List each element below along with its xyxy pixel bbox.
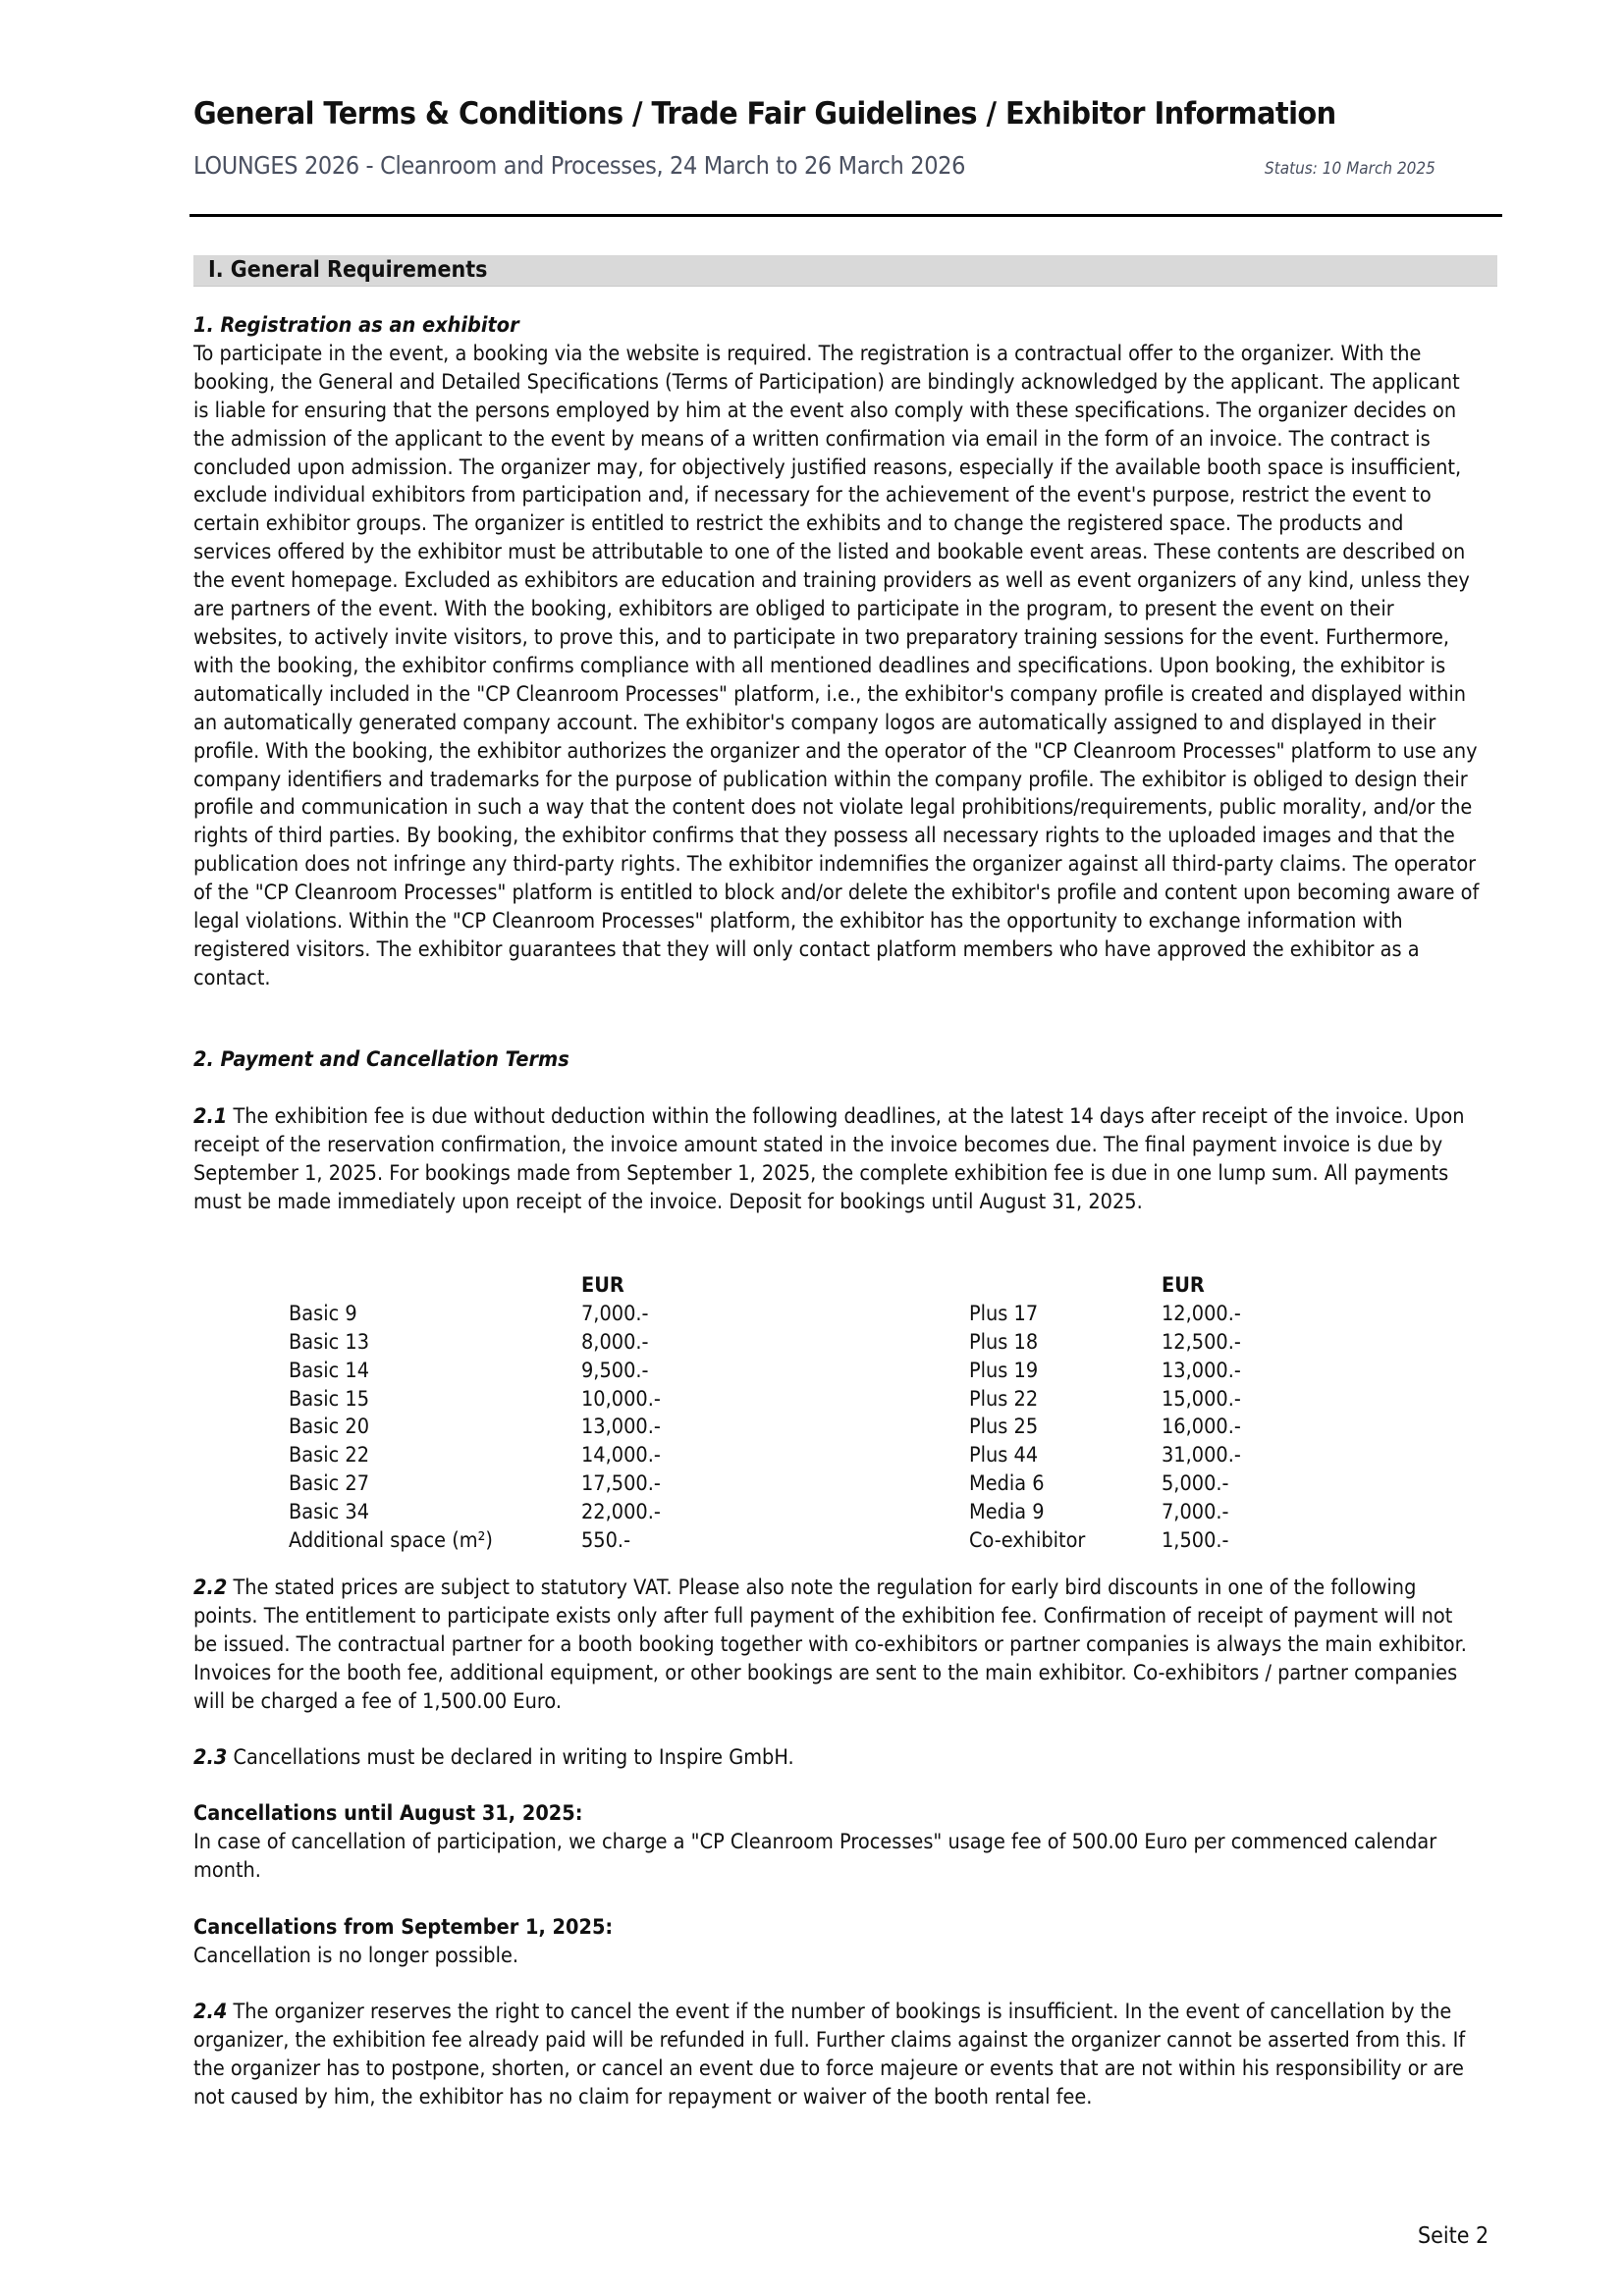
price-table-left-prices — [581, 1272, 661, 1556]
clause-2-1 — [193, 1103, 1480, 1217]
status-date: Status: 10 March 2025 — [1265, 159, 1435, 179]
clause-number: 2.3 — [193, 1745, 228, 1770]
price-item-label: Media 9 — [969, 1500, 1045, 1525]
cancellation-until-heading: Cancellations until August 31, 2025: — [193, 1801, 583, 1826]
registration-body: To participate in the event, a booking via the website is required. The registration is a contractual offer to the organizer. With the booking, the General and Detailed Specifications (Terms of Participation) are bindingly acknowledged by the applicant. The applicant is liable for ensuring that the persons employed by him at the event also comply with these specifications. The organizer decides on the admission of the applicant to the event by means of a written confirmation via email in the form of an invoice. The contract is concluded upon admission. The organizer may, for objectively justified reasons, especially if the available booth space is insufficient, exclude individual exhibitors from participation and, if necessary for the achievement of the event's purpose, restrict the event to certain exhibitor groups. The organizer is entitled to restrict the exhibits and to change the registered space. The products and services offered by the exhibitor must be attributable to one of the listed and bookable event areas. These contents are described on the event homepage. Excluded as exhibitors are education and training providers as well as event organizers of any kind, unless they are partners of the event. With the booking, exhibitors are obliged to participate in the program, to present the event on their websites, to actively invite visitors, to prove this, and to participate in two preparatory training sessions for the event. Furthermore, with the booking, the exhibitor confirms compliance with all mentioned deadlines and specifications. Upon booking, the exhibitor is automatically included in the "CP Cleanroom Processes" platform, i.e., the exhibitor's company profile is created and displayed within an automatically generated company account. The exhibitor's company logos are automatically assigned to and displayed in their profile. With the booking, the exhibitor authorizes the organizer and the operator of the "CP Cleanroom Processes" platform to use any company identifiers and trademarks for the purpose of publication within the company profile. The exhibitor is obliged to design their profile and communication in such a way that the content does not violate legal prohibitions/requirements, public morality, and/or the rights of third parties. By booking, the exhibitor confirms that they possess all necessary rights to the uploaded images and that the publication does not infringe any third-party rights. The exhibitor indemnifies the organizer against all third-party claims. The operator of the "CP Cleanroom Processes" platform is entitled to block and/or delete the exhibitor's profile and content upon becoming aware of legal violations. Within the "CP Cleanroom Processes" platform, the exhibitor has the opportunity to exchange information with registered visitors. The exhibitor guarantees that they will only contact platform members who have approved the exhibitor as a contact. — [193, 341, 1480, 990]
price-item-label: Basic 13 — [289, 1329, 370, 1355]
clause-text: The exhibition fee is due without deduction within the following deadlines, at the latest 14 days after receipt of the invoice. Upon receipt of the reservation confirmation, the invoice amount stated in the invoice becomes due. The final payment invoice is due by September 1, 2025. For bookings made from September 1, 2025, the complete exhibition fee is due in one lump sum. All payments must be made immediately upon receipt of the invoice. Deposit for bookings until August 31, 2025. — [193, 1104, 1465, 1214]
price-item-label: Basic 20 — [289, 1415, 370, 1440]
cancellation-from-block — [193, 1914, 1480, 1971]
price-item-label: Basic 14 — [289, 1358, 370, 1383]
price-item-label: Additional space (m²) — [289, 1528, 493, 1554]
cancellation-until-block — [193, 1800, 1480, 1886]
price-item-value: 7,000.- — [581, 1301, 649, 1326]
price-item-value: 22,000.- — [581, 1500, 661, 1525]
currency-header: EUR — [1162, 1273, 1205, 1298]
header-divider — [189, 214, 1502, 217]
clause-2-4 — [193, 1999, 1480, 2112]
price-item-label: Co-exhibitor — [969, 1528, 1086, 1554]
price-item-value: 13,000.- — [1162, 1358, 1241, 1383]
price-item-value: 8,000.- — [581, 1329, 649, 1355]
price-item-label: Basic 22 — [289, 1443, 370, 1468]
document-title: General Terms & Conditions / Trade Fair Guidelines / Exhibitor Information — [193, 96, 1336, 132]
clause-text: The stated prices are subject to statutory VAT. Please also note the regulation for early bird discounts in one of the following points. The entitlement to participate exists only after full payment of the exhibition fee. Confirmation of receipt of payment will not be issued. The contractual partner for a booth booking together with co-exhibitors or partner companies is always the main exhibitor. Invoices for the booth fee, additional equipment, or other bookings are sent to the main exhibitor. Co-exhibitors / partner companies will be charged a fee of 1,500.00 Euro. — [193, 1575, 1467, 1714]
clause-text: The organizer reserves the right to cancel the event if the number of bookings is insufficient. In the event of cancellation by the organizer, the exhibition fee already paid will be refunded in full. Further claims against the organizer cannot be asserted from this. If the organizer has to postpone, shorten, or cancel an event due to force majeure or events that are not within his responsibility or are not caused by him, the exhibitor has no claim for repayment or waiver of the booth rental fee. — [193, 2000, 1466, 2109]
registration-section — [193, 312, 1480, 993]
price-item-value: 17,500.- — [581, 1471, 661, 1497]
price-item-label: Plus 19 — [969, 1358, 1039, 1383]
price-item-label: Basic 27 — [289, 1471, 370, 1497]
price-item-label: Basic 34 — [289, 1500, 370, 1525]
clause-number: 2.1 — [193, 1104, 228, 1129]
price-item-label: Media 6 — [969, 1471, 1045, 1497]
cancellation-from-body: Cancellation is no longer possible. — [193, 1943, 519, 1968]
price-item-value: 12,500.- — [1162, 1329, 1241, 1355]
price-item-value: 15,000.- — [1162, 1386, 1241, 1412]
section-header-bar — [193, 255, 1497, 287]
price-item-label: Plus 22 — [969, 1386, 1039, 1412]
payment-heading-block — [193, 1046, 1480, 1075]
price-item-value: 5,000.- — [1162, 1471, 1229, 1497]
price-item-value: 550.- — [581, 1528, 631, 1554]
price-item-value: 7,000.- — [1162, 1500, 1229, 1525]
price-table-right-labels — [969, 1272, 1085, 1556]
price-item-label: Basic 9 — [289, 1301, 357, 1326]
price-item-label: Basic 15 — [289, 1386, 370, 1412]
price-item-value: 1,500.- — [1162, 1528, 1229, 1554]
price-item-value: 14,000.- — [581, 1443, 661, 1468]
section-title: I. General Requirements — [208, 257, 488, 283]
price-item-value: 10,000.- — [581, 1386, 661, 1412]
clause-text: Cancellations must be declared in writing to Inspire GmbH. — [233, 1745, 794, 1770]
price-item-value: 9,500.- — [581, 1358, 649, 1383]
clause-number: 2.2 — [193, 1575, 228, 1600]
price-item-value: 13,000.- — [581, 1415, 661, 1440]
cancellation-until-body: In case of cancellation of participation, we charge a "CP Cleanroom Processes" usage fee of 500.00 Euro per commenced calendar month. — [193, 1829, 1437, 1883]
price-table-right-prices — [1162, 1272, 1241, 1556]
currency-header: EUR — [581, 1273, 624, 1298]
price-item-label: Plus 25 — [969, 1415, 1039, 1440]
clause-2-3 — [193, 1744, 1480, 1773]
cancellation-from-heading: Cancellations from September 1, 2025: — [193, 1915, 614, 1940]
clause-2-2 — [193, 1575, 1480, 1717]
registration-heading: 1. Registration as an exhibitor — [193, 313, 519, 338]
payment-heading: 2. Payment and Cancellation Terms — [193, 1047, 569, 1072]
price-item-label: Plus 17 — [969, 1301, 1039, 1326]
clause-number: 2.4 — [193, 2000, 228, 2024]
price-item-value: 16,000.- — [1162, 1415, 1241, 1440]
event-subtitle: LOUNGES 2026 - Cleanroom and Processes, 24 March to 26 March 2026 — [193, 151, 966, 180]
page-number: Seite 2 — [1418, 2223, 1489, 2249]
price-item-value: 31,000.- — [1162, 1443, 1241, 1468]
price-table-left-labels — [289, 1272, 493, 1556]
price-item-value: 12,000.- — [1162, 1301, 1241, 1326]
price-item-label: Plus 18 — [969, 1329, 1039, 1355]
price-item-label: Plus 44 — [969, 1443, 1039, 1468]
